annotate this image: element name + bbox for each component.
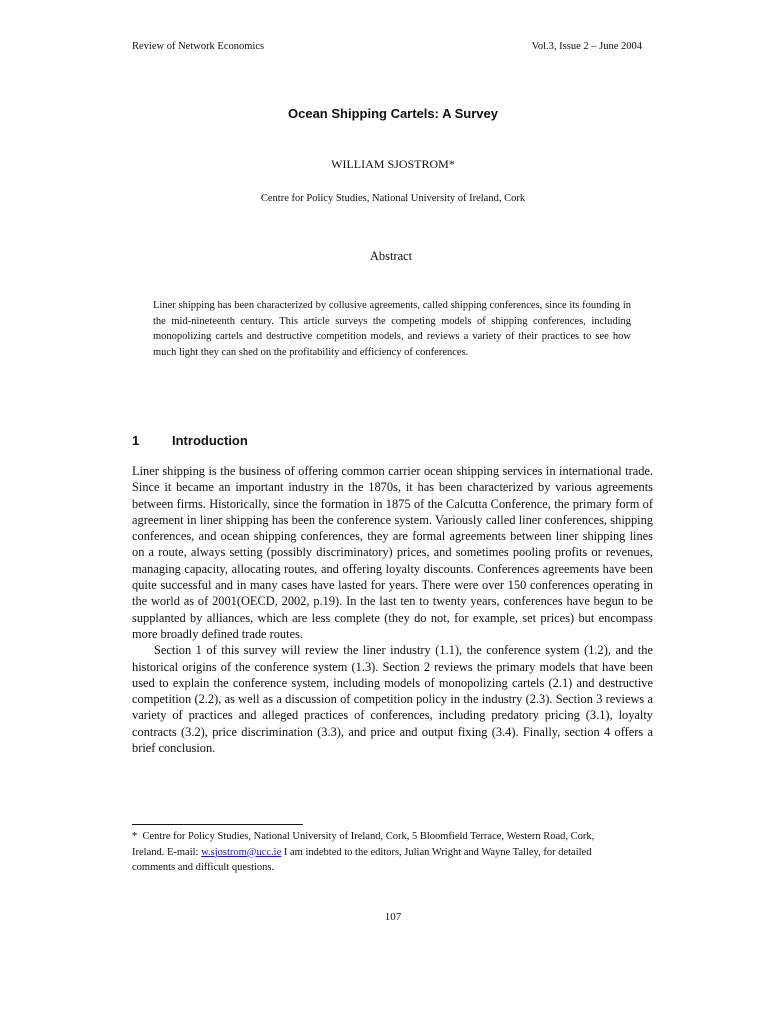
body-text <box>132 463 653 756</box>
body-paragraph: Liner shipping is the business of offering common carrier ocean shipping services in international trade. Since it became an important industry in the 1870s, it has been characterized by various agreements between firms. Historically, since the formation in 1875 of the Calcutta Conference, the primary form of agreement in liner shipping has been the conference system. Variously called liner conferences, shipping conferences, and ocean shipping conferences, they are formal agreements between liner shipping lines on a route, always setting (possibly discriminatory) prices, and sometimes pooling profits or revenues, managing capacity, allocating routes, and offering loyalty discounts. Conferences agreements have been quite successful and in many cases have lasted for years. There were over 150 conferences operating in the world as of 2001(OECD, 2002, p.19). In the last ten to twenty years, conferences have begun to be supplanted by alliances, which are less complete (they do not, for example, set prices) but encompass more broadly defined trade routes. <box>132 464 653 641</box>
body-paragraph: Section 1 of this survey will review the liner industry (1.1), the conference system (1.2), and the historical origins of the conference system (1.3). Section 2 reviews the primary models that have been used to explain the conference system, including models of monopolizing cartels (2.1) and destructive competition (2.2), as well as a discussion of competition policy in the industry (2.3). Section 3 reviews a variety of practices and alleged practices of conferences, including predatory pricing (3.1), loyalty contracts (3.2), price discrimination (3.3), and price and output fixing (3.4). Finally, section 4 offers a brief conclusion. <box>132 643 653 756</box>
footnote-text-before: Centre for Policy Studies, National University of Ireland, Cork, 5 Bloomfield Terrace, Western Road, Cork, Ireland. E-mail: <box>132 831 595 858</box>
author-name: WILLIAM SJOSTROM* <box>331 157 455 171</box>
abstract-text: Liner shipping has been characterized by collusive agreements, called shipping conferences, since its founding in the mid-nineteenth century. This article surveys the competing models of shipping conferences, including monopolizing cartels and destructive competition models, and reviews a variety of their practices to see how much light they can shed on the profitability and efficiency of conferences. <box>153 300 631 358</box>
section-number: 1 <box>132 433 140 448</box>
footnote-divider <box>132 824 303 825</box>
author-affiliation: Centre for Policy Studies, National University of Ireland, Cork <box>260 193 526 204</box>
email-link[interactable]: w.sjostrom@ucc.ie <box>201 846 282 858</box>
footnote <box>132 829 628 876</box>
footnote-marker: * <box>132 831 138 842</box>
abstract-heading: Abstract <box>369 249 413 263</box>
running-header <box>132 40 642 54</box>
journal-name: Review of Network Economics <box>132 41 265 52</box>
issue-info: Vol.3, Issue 2 – June 2004 <box>531 41 642 52</box>
section-title: Introduction <box>172 433 248 448</box>
footnote-text-after: I am indebted to the editors, Julian Wright and Wayne Talley, for detailed comments and difficult questions. <box>132 846 592 873</box>
page-number: 107 <box>384 911 402 923</box>
paper-title: Ocean Shipping Cartels: A Survey <box>288 106 498 121</box>
